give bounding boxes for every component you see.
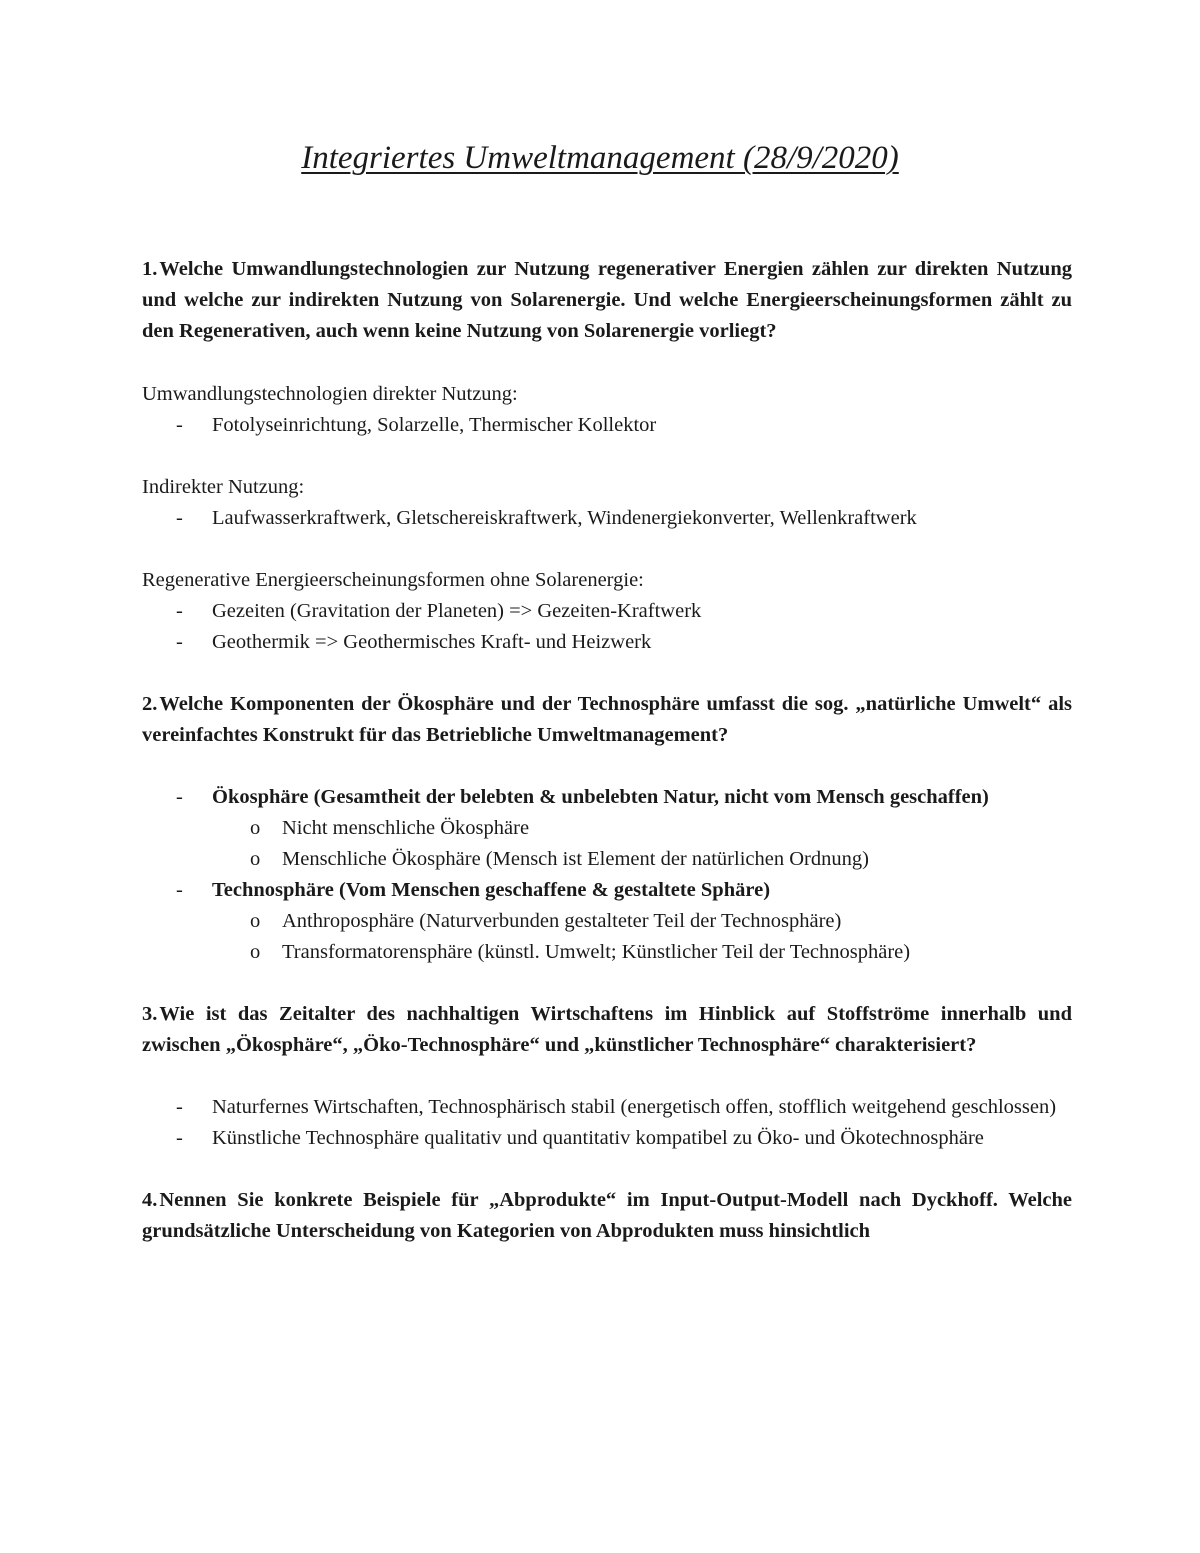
list-item-text: Gezeiten (Gravitation der Planeten) => Gezeiten-Kraftwerk (212, 600, 702, 622)
oekosphere-sublist (142, 813, 1072, 875)
circle-marker: o (250, 848, 261, 870)
list-item-text: Fotolyseinrichtung, Solarzelle, Thermischer Kollektor (212, 414, 657, 436)
indirect-use-label: Indirekter Nutzung: (142, 476, 305, 498)
question-3 (142, 999, 1072, 1061)
question-number: 4. (142, 1189, 158, 1211)
indirect-use-list (142, 503, 1072, 534)
dash-marker: - (176, 1096, 183, 1118)
question-4 (142, 1185, 1072, 1247)
list-item-text: Naturfernes Wirtschaften, Technosphärisch stabil (energetisch offen, stofflich weitgehend geschlossen) (212, 1096, 1057, 1118)
dash-marker: - (176, 1127, 183, 1149)
dash-marker: - (176, 600, 183, 622)
direct-use-list (142, 410, 1072, 441)
sublist-item (142, 937, 1072, 968)
list-item-text: Geothermik => Geothermisches Kraft- und Heizwerk (212, 631, 652, 653)
regenerative-forms-list (142, 596, 1072, 658)
list-item (142, 782, 1072, 813)
list-item-heading: Ökosphäre (Gesamtheit der belebten & unbelebten Natur, nicht vom Mensch geschaffen) (212, 786, 989, 808)
dash-marker: - (176, 507, 183, 529)
circle-marker: o (250, 941, 261, 963)
question-number: 1. (142, 258, 158, 280)
document-title: Integriertes Umweltmanagement (28/9/2020) (301, 140, 899, 176)
direct-use-label: Umwandlungstechnologien direkter Nutzung: (142, 383, 518, 405)
list-item-text: Künstliche Technosphäre qualitativ und quantitativ kompatibel zu Öko- und Ökotechnosphäre (212, 1127, 984, 1149)
question-number: 3. (142, 1003, 158, 1025)
list-item (142, 503, 1072, 534)
dash-marker: - (176, 414, 183, 436)
sublist-item (142, 813, 1072, 844)
spheres-list (142, 782, 1072, 813)
sustainable-economy-list (142, 1092, 1072, 1154)
list-item (142, 627, 1072, 658)
list-item-text: Laufwasserkraftwerk, Gletschereiskraftwerk, Windenergiekonverter, Wellenkraftwerk (212, 507, 917, 529)
list-item (142, 1092, 1072, 1123)
question-text: Wie ist das Zeitalter des nachhaltigen Wirtschaftens im Hinblick auf Stoffströme innerhalb und zwischen „Ökosphäre“, „Öko-Technosphäre“ und „künstlicher Technosphäre“ charakterisiert? (142, 1003, 1072, 1056)
question-number: 2. (142, 693, 158, 715)
sublist-item-text: Transformatorensphäre (künstl. Umwelt; Künstlicher Teil der Technosphäre) (282, 941, 911, 963)
dash-marker: - (176, 631, 183, 653)
circle-marker: o (250, 910, 261, 932)
sublist-item-text: Anthroposphäre (Naturverbunden gestalteter Teil der Technosphäre) (282, 910, 842, 932)
regenerative-forms-label: Regenerative Energieerscheinungsformen ohne Solarenergie: (142, 569, 644, 591)
sublist-item-text: Nicht menschliche Ökosphäre (282, 817, 530, 839)
dash-marker: - (176, 879, 183, 901)
question-text: Welche Komponenten der Ökosphäre und der Technosphäre umfasst die sog. „natürliche Umwelt“ als vereinfachtes Konstrukt für das Betriebliche Umweltmanagement? (142, 693, 1072, 746)
sublist-item (142, 906, 1072, 937)
question-2 (142, 689, 1072, 751)
question-1 (142, 254, 1072, 347)
question-text: Nennen Sie konkrete Beispiele für „Abprodukte“ im Input-Output-Modell nach Dyckhoff. Welche grundsätzliche Unterscheidung von Kategorien von Abprodukten muss hinsichtlich (142, 1189, 1072, 1242)
question-text: Welche Umwandlungstechnologien zur Nutzung regenerativer Energien zählen zur direkten Nutzung und welche zur indirekten Nutzung von Solarenergie. Und welche Energieerscheinungsformen zählt zu den Regenerativen, auch wenn keine Nutzung von Solarenergie vorliegt? (142, 258, 1072, 342)
spheres-list-continued (142, 875, 1072, 906)
sublist-item-text: Menschliche Ökosphäre (Mensch ist Element der natürlichen Ordnung) (282, 848, 869, 870)
sublist-item (142, 844, 1072, 875)
list-item-heading: Technosphäre (Vom Menschen geschaffene & gestaltete Sphäre) (212, 879, 771, 901)
technosphere-sublist (142, 906, 1072, 968)
document-body (142, 254, 1072, 1247)
circle-marker: o (250, 817, 261, 839)
dash-marker: - (176, 786, 183, 808)
list-item (142, 875, 1072, 906)
list-item (142, 596, 1072, 627)
list-item (142, 1123, 1072, 1154)
list-item (142, 410, 1072, 441)
